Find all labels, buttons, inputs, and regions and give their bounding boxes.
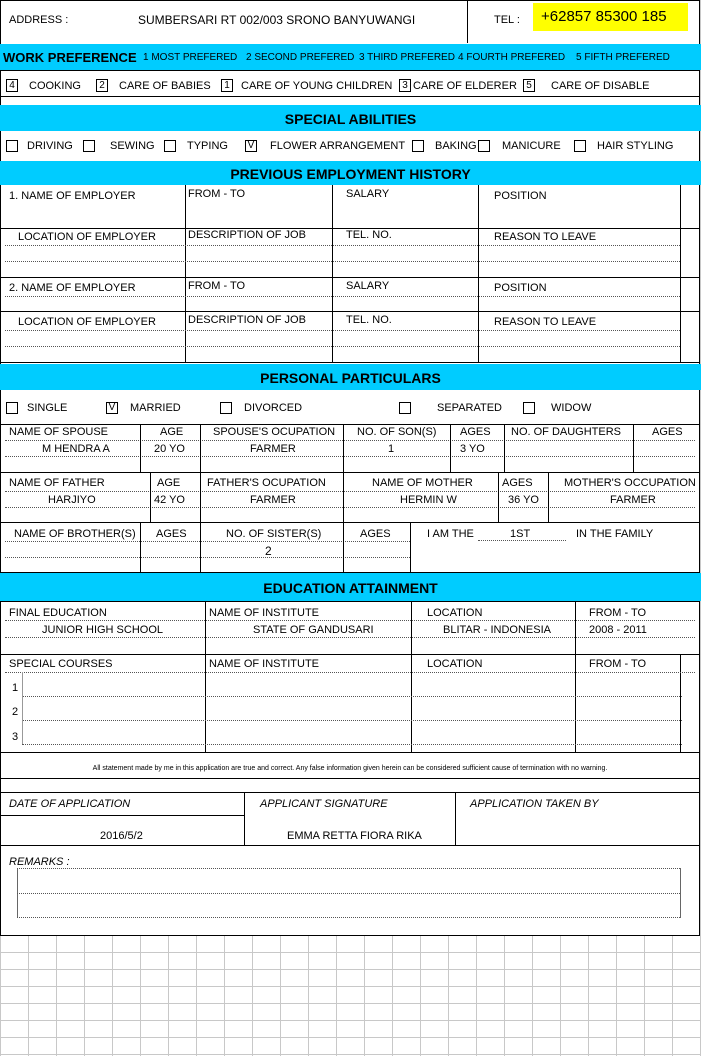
spouse-age-value[interactable]: 20 YO (154, 443, 185, 455)
date-of-application-header: DATE OF APPLICATION (9, 798, 131, 810)
date-of-application-value[interactable]: 2016/5/2 (100, 830, 143, 842)
daughters-ages-header: AGES (652, 426, 683, 438)
pref-rank-young-children[interactable]: 1 (221, 79, 233, 92)
employment-band (0, 161, 701, 185)
special-courses-header: SPECIAL COURSES (9, 658, 113, 670)
sisters-header: NO. OF SISTER(S) (226, 528, 322, 540)
pref-rank-disable[interactable]: 5 (523, 79, 535, 92)
sons-ages-header: AGES (460, 426, 491, 438)
final-education-header: FINAL EDUCATION (9, 607, 107, 619)
location-2-label: LOCATION OF EMPLOYER (18, 316, 156, 328)
spouse-occupation-value[interactable]: FARMER (250, 443, 296, 455)
pref-legend-1: 1 MOST PREFERED (143, 52, 238, 63)
sisters-ages-header: AGES (360, 528, 391, 540)
personal-band (0, 364, 701, 390)
checkbox-flower-arrangement[interactable]: V (245, 140, 257, 152)
pref-label-disable: CARE OF DISABLE (551, 80, 650, 92)
location-1-label: LOCATION OF EMPLOYER (18, 231, 156, 243)
institute-value[interactable]: STATE OF GANDUSARI (253, 624, 374, 636)
father-occupation-header: FATHER'S OCUPATION (207, 477, 326, 489)
pref-legend-3: 3 THIRD PREFERED (359, 52, 455, 63)
reason-2-label: REASON TO LEAVE (494, 316, 597, 328)
label-flower-arrangement: FLOWER ARRANGEMENT (270, 140, 406, 152)
checkbox-sewing[interactable] (83, 140, 95, 152)
mother-occupation-value[interactable]: FARMER (610, 494, 656, 506)
special-abilities-title: SPECIAL ABILITIES (284, 111, 417, 127)
tel-2-label: TEL. NO. (346, 314, 392, 326)
course-row-1: 1 (12, 682, 19, 694)
course-location-header: LOCATION (427, 658, 483, 670)
remarks-field[interactable] (18, 869, 679, 917)
work-preference-title: WORK PREFERENCE (3, 50, 137, 65)
label-married: MARRIED (130, 402, 181, 414)
sisters-value[interactable]: 2 (265, 544, 272, 558)
from-to-1-label: FROM - TO (188, 188, 246, 200)
course-from-to-header: FROM - TO (589, 658, 647, 670)
mother-age-header: AGES (502, 477, 533, 489)
applicant-signature-value[interactable]: EMMA RETTA FIORA RIKA (287, 830, 422, 842)
pref-rank-elderer[interactable]: 3 (399, 79, 411, 92)
checkbox-typing[interactable] (164, 140, 176, 152)
checkbox-manicure[interactable] (478, 140, 490, 152)
statement-text: All statement made by me in this application are true and correct. Any false information given herein can be considered sufficient cause of termination with no warning. (92, 765, 608, 772)
course-institute-header: NAME OF INSTITUTE (209, 658, 319, 670)
spouse-age-header: AGE (160, 426, 184, 438)
label-hair-styling: HAIR STYLING (597, 140, 674, 152)
father-name-value[interactable]: HARJIYO (48, 494, 96, 506)
label-separated: SEPARATED (437, 402, 502, 414)
description-2-label: DESCRIPTION OF JOB (188, 314, 306, 326)
father-name-header: NAME OF FATHER (9, 477, 105, 489)
i-am-the-label: I AM THE (427, 528, 474, 540)
description-1-label: DESCRIPTION OF JOB (188, 229, 306, 241)
spouse-name-value[interactable]: M HENDRA A (42, 443, 110, 455)
course-row-2: 2 (12, 706, 19, 718)
mother-name-header: NAME OF MOTHER (372, 477, 473, 489)
daughters-header: NO. OF DAUGHTERS (511, 426, 622, 438)
from-to-value[interactable]: 2008 - 2011 (589, 624, 647, 636)
employment-table (1, 185, 699, 363)
pref-legend-2: 2 SECOND PREFERED (246, 52, 355, 63)
from-to-2-label: FROM - TO (188, 280, 246, 292)
pref-label-young-children: CARE OF YOUNG CHILDREN (241, 80, 393, 92)
location-value[interactable]: BLITAR - INDONESIA (443, 624, 551, 636)
label-manicure: MANICURE (502, 140, 561, 152)
spouse-occupation-header: SPOUSE'S OCUPATION (213, 426, 336, 438)
institute-header: NAME OF INSTITUTE (209, 607, 319, 619)
reason-1-label: REASON TO LEAVE (494, 231, 597, 243)
pref-rank-cooking[interactable]: 4 (6, 79, 18, 92)
pref-label-cooking: COOKING (29, 80, 81, 92)
checkbox-driving[interactable] (6, 140, 18, 152)
label-typing: TYPING (187, 140, 228, 152)
checkbox-hair-styling[interactable] (574, 140, 586, 152)
final-education-value[interactable]: JUNIOR HIGH SCHOOL (42, 624, 164, 636)
employment-title: PREVIOUS EMPLOYMENT HISTORY (230, 166, 471, 182)
father-age-value[interactable]: 42 YO (154, 494, 185, 506)
tel-1-label: TEL. NO. (346, 229, 392, 241)
checkbox-baking[interactable] (412, 140, 424, 152)
brothers-ages-header: AGES (156, 528, 187, 540)
label-divorced: DIVORCED (244, 402, 303, 414)
salary-1-label: SALARY (346, 188, 390, 200)
course-row-3: 3 (12, 731, 19, 743)
employer-1-label: 1. NAME OF EMPLOYER (9, 190, 136, 202)
brothers-header: NAME OF BROTHER(S) (14, 528, 136, 540)
address-value[interactable]: SUMBERSARI RT 002/003 SRONO BANYUWANGI (138, 13, 416, 27)
spouse-name-header: NAME OF SPOUSE (9, 426, 109, 438)
sons-ages-value[interactable]: 3 YO (460, 443, 485, 455)
position-1-label: POSITION (494, 190, 547, 202)
pref-label-elderer: CARE OF ELDERER (413, 80, 517, 92)
checkbox-separated[interactable] (399, 402, 411, 414)
personal-title: PERSONAL PARTICULARS (260, 370, 441, 386)
employer-2-label: 2. NAME OF EMPLOYER (9, 282, 136, 294)
tel-value[interactable]: +62857 85300 185 (533, 3, 688, 31)
salary-2-label: SALARY (346, 280, 390, 292)
education-band (0, 573, 701, 601)
mother-age-value[interactable]: 36 YO (508, 494, 539, 506)
label-baking: BAKING (435, 140, 477, 152)
address-label: ADDRESS : (9, 14, 69, 26)
checkbox-single[interactable] (6, 402, 18, 414)
from-to-header: FROM - TO (589, 607, 647, 619)
checkbox-widow[interactable] (523, 402, 535, 414)
birth-order-value[interactable]: 1ST (510, 528, 531, 540)
sons-header: NO. OF SON(S) (357, 426, 437, 438)
label-driving: DRIVING (27, 140, 73, 152)
mother-name-value[interactable]: HERMIN W (400, 494, 457, 506)
education-title: EDUCATION ATTAINMENT (263, 580, 438, 596)
applicant-signature-header: APPLICANT SIGNATURE (260, 798, 388, 810)
tel-label: TEL : (494, 14, 520, 26)
label-single: SINGLE (27, 402, 68, 414)
checkbox-married[interactable]: V (106, 402, 118, 414)
sons-value[interactable]: 1 (388, 443, 395, 455)
pref-legend-4: 4 FOURTH PREFERED (458, 52, 566, 63)
application-taken-by-header: APPLICATION TAKEN BY (470, 798, 599, 810)
mother-occupation-header: MOTHER'S OCCUPATION (564, 477, 696, 489)
location-header: LOCATION (427, 607, 483, 619)
remarks-label: REMARKS : (9, 856, 70, 868)
in-the-family-label: IN THE FAMILY (576, 528, 654, 540)
label-widow: WIDOW (551, 402, 592, 414)
position-2-label: POSITION (494, 282, 547, 294)
pref-legend-5: 5 FIFTH PREFERED (576, 52, 670, 63)
special-abilities-band (0, 105, 701, 131)
father-occupation-value[interactable]: FARMER (250, 494, 296, 506)
father-age-header: AGE (157, 477, 181, 489)
label-sewing: SEWING (110, 140, 155, 152)
checkbox-divorced[interactable] (220, 402, 232, 414)
pref-rank-babies[interactable]: 2 (96, 79, 108, 92)
pref-label-babies: CARE OF BABIES (119, 80, 211, 92)
